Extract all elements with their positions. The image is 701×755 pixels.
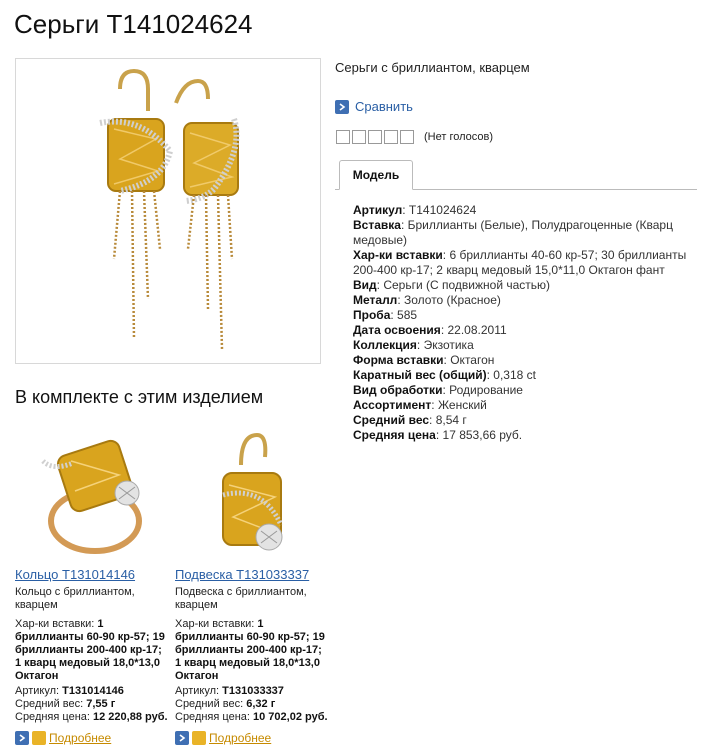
spec-label: Хар-ки вставки xyxy=(353,248,443,262)
spec-value: Октагон xyxy=(450,353,495,367)
ring-image[interactable] xyxy=(15,425,165,565)
spec-value: Родирование xyxy=(449,383,523,397)
product-photo[interactable] xyxy=(15,58,321,364)
spec-row: Каратный вес (общий): 0,318 ct xyxy=(353,368,536,382)
spec-value: Женский xyxy=(437,398,487,412)
arrow-right-icon[interactable] xyxy=(15,731,29,745)
spec-value: Серьги (С подвижной частью) xyxy=(383,278,551,292)
pendant-insert-lead: 1 xyxy=(257,618,264,630)
spec-value: 17 853,66 руб. xyxy=(442,428,523,442)
arrow-right-icon xyxy=(335,100,349,114)
spec-label: Средняя цена xyxy=(353,428,436,442)
page-title: Серьги Т141024624 xyxy=(14,9,253,39)
arrow-right-icon[interactable] xyxy=(175,731,189,745)
product-subtitle: Серьги с бриллиантом, кварцем xyxy=(335,60,530,75)
ring-weight-value: 7,55 г xyxy=(86,698,116,710)
pendant-weight-value: 6,32 г xyxy=(246,698,276,710)
ring-actions xyxy=(15,731,170,745)
ring-insert-lead: 1 xyxy=(97,618,104,630)
ring-article xyxy=(15,685,170,698)
pendant-price-label: Средняя цена: xyxy=(175,711,250,723)
ring-insert-value: бриллианты 60-90 кр-57; 19 бриллианты 200-400 кр-17; 1 кварц медовый 18,0*13,0 Октагон xyxy=(15,631,165,682)
spec-label: Средний вес xyxy=(353,413,430,427)
spec-value: Бриллианты (Белые), Полудрагоценные (Кварц медовые) xyxy=(353,218,673,247)
kit-product-pendant xyxy=(175,425,330,745)
pendant-image[interactable] xyxy=(175,425,325,565)
spec-list xyxy=(353,203,693,443)
spec-value: Т141024624 xyxy=(408,203,477,217)
rating-star-4[interactable] xyxy=(384,130,398,144)
pendant-insert-label: Хар-ки вставки: xyxy=(175,618,255,630)
ring-price-label: Средняя цена: xyxy=(15,711,90,723)
spec-row: Вид: Серьги (С подвижной частью) xyxy=(353,278,551,292)
pendant-insert-value: бриллианты 60-90 кр-57; 19 бриллианты 200-400 кр-17; 1 кварц медовый 18,0*13,0 Октагон xyxy=(175,631,325,682)
ring-insert-label: Хар-ки вставки: xyxy=(15,618,95,630)
spec-value: Экзотика xyxy=(423,338,474,352)
pendant-weight xyxy=(175,698,330,711)
ring-weight xyxy=(15,698,170,711)
ring-description: Кольцо с бриллиантом, кварцем xyxy=(15,586,135,611)
spec-row: Металл: Золото (Красное) xyxy=(353,293,501,307)
spec-row: Проба: 585 xyxy=(353,308,418,322)
spec-row: Форма вставки: Октагон xyxy=(353,353,495,367)
votes-count: (Нет голосов) xyxy=(424,131,494,143)
ring-article-label: Артикул: xyxy=(15,685,60,697)
spec-value: 22.08.2011 xyxy=(447,323,507,337)
details-icon[interactable] xyxy=(32,731,46,745)
spec-row: Дата освоения: 22.08.2011 xyxy=(353,323,507,337)
ring-article-value: Т131014146 xyxy=(62,685,124,697)
spec-row: Средняя цена: 17 853,66 руб. xyxy=(353,428,523,442)
spec-value: Золото (Красное) xyxy=(403,293,501,307)
pendant-description: Подвеска с бриллиантом, кварцем xyxy=(175,586,307,611)
spec-value: 0,318 ct xyxy=(493,368,536,382)
pendant-weight-label: Средний вес: xyxy=(175,698,244,710)
rating-widget[interactable] xyxy=(336,130,493,144)
earrings-image xyxy=(16,59,320,363)
rating-star-5[interactable] xyxy=(400,130,414,144)
spec-row: Вставка: Бриллианты (Белые), Полудрагоценные (Кварц медовые) xyxy=(353,218,673,247)
pendant-link[interactable]: Подвеска Т131033337 xyxy=(175,567,310,582)
rating-star-3[interactable] xyxy=(368,130,382,144)
spec-label: Артикул xyxy=(353,203,403,217)
rating-star-1[interactable] xyxy=(336,130,350,144)
tab-bar xyxy=(335,158,697,190)
spec-row: Артикул: Т141024624 xyxy=(353,203,477,217)
spec-label: Коллекция xyxy=(353,338,417,352)
spec-label: Ассортимент xyxy=(353,398,432,412)
pendant-actions xyxy=(175,731,330,745)
spec-value: 8,54 г xyxy=(435,413,467,427)
spec-row: Коллекция: Экзотика xyxy=(353,338,474,352)
ring-price-value: 12 220,88 руб. xyxy=(93,711,168,723)
pendant-price-value: 10 702,02 руб. xyxy=(253,711,328,723)
spec-label: Проба xyxy=(353,308,391,322)
kit-section-title: В комплекте с этим изделием xyxy=(15,387,264,407)
spec-row: Ассортимент: Женский xyxy=(353,398,487,412)
pendant-details-link[interactable]: Подробнее xyxy=(209,730,272,745)
spec-row: Средний вес: 8,54 г xyxy=(353,413,467,427)
kit-product-ring xyxy=(15,425,170,745)
spec-row: Хар-ки вставки: 6 бриллианты 40-60 кр-57; 30 бриллианты 200-400 кр-17; 2 кварц медовый 15,0*11,0 Октагон фант xyxy=(353,248,687,277)
ring-weight-label: Средний вес: xyxy=(15,698,84,710)
spec-value: 585 xyxy=(397,308,418,322)
spec-label: Металл xyxy=(353,293,398,307)
spec-row: Вид обработки: Родирование xyxy=(353,383,523,397)
spec-label: Вид xyxy=(353,278,377,292)
compare-link[interactable]: Сравнить xyxy=(355,99,413,114)
pendant-article xyxy=(175,685,330,698)
rating-star-2[interactable] xyxy=(352,130,366,144)
spec-label: Форма вставки xyxy=(353,353,444,367)
ring-link[interactable]: Кольцо Т131014146 xyxy=(15,567,136,582)
ring-insert xyxy=(15,618,170,683)
left-earring xyxy=(100,71,170,339)
pendant-article-value: Т131033337 xyxy=(222,685,284,697)
ring-details-link[interactable]: Подробнее xyxy=(49,730,112,745)
right-earring xyxy=(176,81,238,349)
spec-label: Дата освоения xyxy=(353,323,441,337)
spec-value: 6 бриллианты 40-60 кр-57; 30 бриллианты 200-400 кр-17; 2 кварц медовый 15,0*11,0 Октагон фант xyxy=(353,248,687,277)
details-icon[interactable] xyxy=(192,731,206,745)
spec-label: Вставка xyxy=(353,218,401,232)
tab-model[interactable]: Модель xyxy=(339,160,413,190)
spec-label: Вид обработки xyxy=(353,383,443,397)
pendant-price xyxy=(175,711,330,724)
pendant-insert xyxy=(175,618,330,683)
pendant-article-label: Артикул: xyxy=(175,685,220,697)
ring-price xyxy=(15,711,170,724)
spec-label: Каратный вес (общий) xyxy=(353,368,487,382)
compare-control[interactable] xyxy=(335,99,413,114)
